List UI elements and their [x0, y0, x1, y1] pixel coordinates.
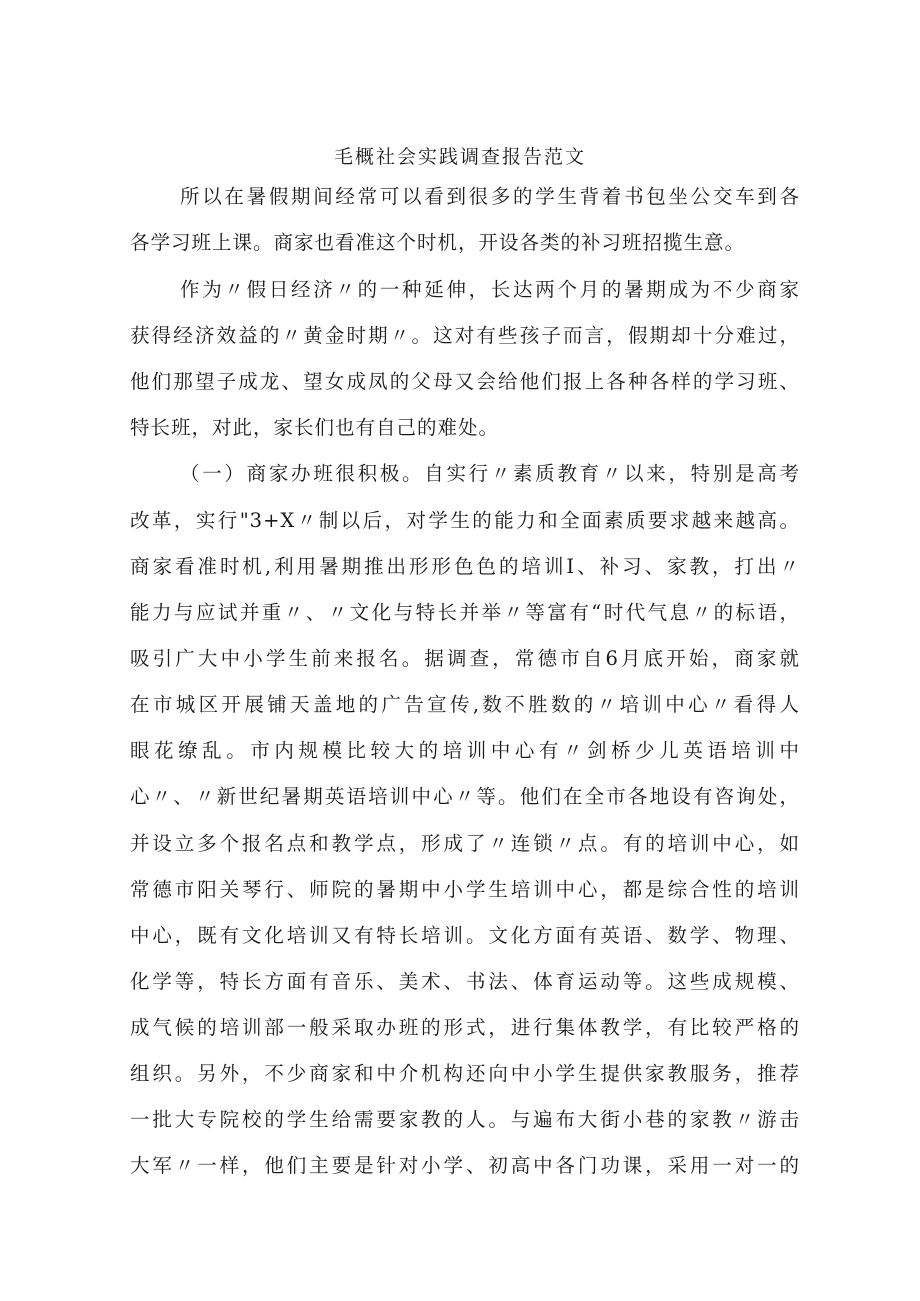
paragraph-3-line-14: 组织。另外，不少商家和中介机构还向中小学生提供家教服务，推荐 — [130, 1062, 800, 1085]
paragraph-1-line-1: 所以在暑假期间经常可以看到很多的学生背着书包坐公交车到各 — [180, 185, 800, 208]
paragraph-3-line-12: 化学等，特长方面有音乐、美术、书法、体育运动等。这些成规模、 — [130, 970, 800, 993]
paragraph-3-line-16: 大军〃一样，他们主要是针对小学、初高中各门功课，采用一对一的 — [130, 1154, 800, 1177]
paragraph-3-line-1: （一）商家办班很积极。自实行〃素质教育〃以来，特别是高考 — [180, 462, 800, 485]
paragraph-3-line-4: 能力与应试并重〃、〃文化与特长并举〃等富有“时代气息〃的标语， — [130, 601, 800, 624]
paragraph-3-line-7: 眼花缭乱。市内规模比较大的培训中心有〃剑桥少儿英语培训中 — [130, 739, 800, 762]
paragraph-1-line-2: 各学习班上课。商家也看准这个时机，开设各类的补习班招揽生意。 — [130, 231, 746, 254]
document-title: 毛概社会实践调查报告范文 — [333, 146, 586, 168]
paragraph-3-line-3: 商家看准时机,利用暑期推出形形色色的培训Ⅰ、补习、家教，打出〃 — [130, 555, 800, 578]
paragraph-2-line-2: 获得经济效益的〃黄金时期〃。这对有些孩子而言，假期却十分难过， — [130, 324, 800, 347]
paragraph-3-line-8: 心〃、〃新世纪暑期英语培训中心〃等。他们在全市各地设有咨询处， — [130, 785, 800, 808]
paragraph-3-line-10: 常德市阳关琴行、师院的暑期中小学生培训中心，都是综合性的培训 — [130, 878, 800, 901]
paragraph-3-line-11: 中心，既有文化培训又有特长培训。文化方面有英语、数学、物理、 — [130, 924, 800, 947]
paragraph-3-line-9: 并设立多个报名点和教学点，形成了〃连锁〃点。有的培训中心，如 — [130, 832, 800, 855]
paragraph-2-line-3: 他们那望子成龙、望女成凤的父母又会给他们报上各种各样的学习班、 — [130, 370, 800, 393]
paragraph-3-line-5: 吸引广大中小学生前来报名。据调查，常德市自6月底开始，商家就 — [130, 647, 800, 670]
paragraph-3-line-6: 在市城区开展铺天盖地的广告宣传,数不胜数的〃培训中心〃看得人 — [130, 693, 800, 716]
paragraph-2-line-1: 作为〃假日经济〃的一种延伸，长达两个月的暑期成为不少商家 — [180, 278, 800, 301]
paragraph-3-line-2: 改革，实行"3+X〃制以后，对学生的能力和全面素质要求越来越高。 — [130, 509, 800, 532]
paragraph-3-line-15: 一批大专院校的学生给需要家教的人。与遍布大街小巷的家教〃游击 — [130, 1108, 800, 1131]
paragraph-3-line-13: 成气候的培训部一般采取办班的形式，进行集体教学，有比较严格的 — [130, 1016, 800, 1039]
paragraph-2-line-4: 特长班，对此，家长们也有自己的难处。 — [130, 416, 500, 439]
